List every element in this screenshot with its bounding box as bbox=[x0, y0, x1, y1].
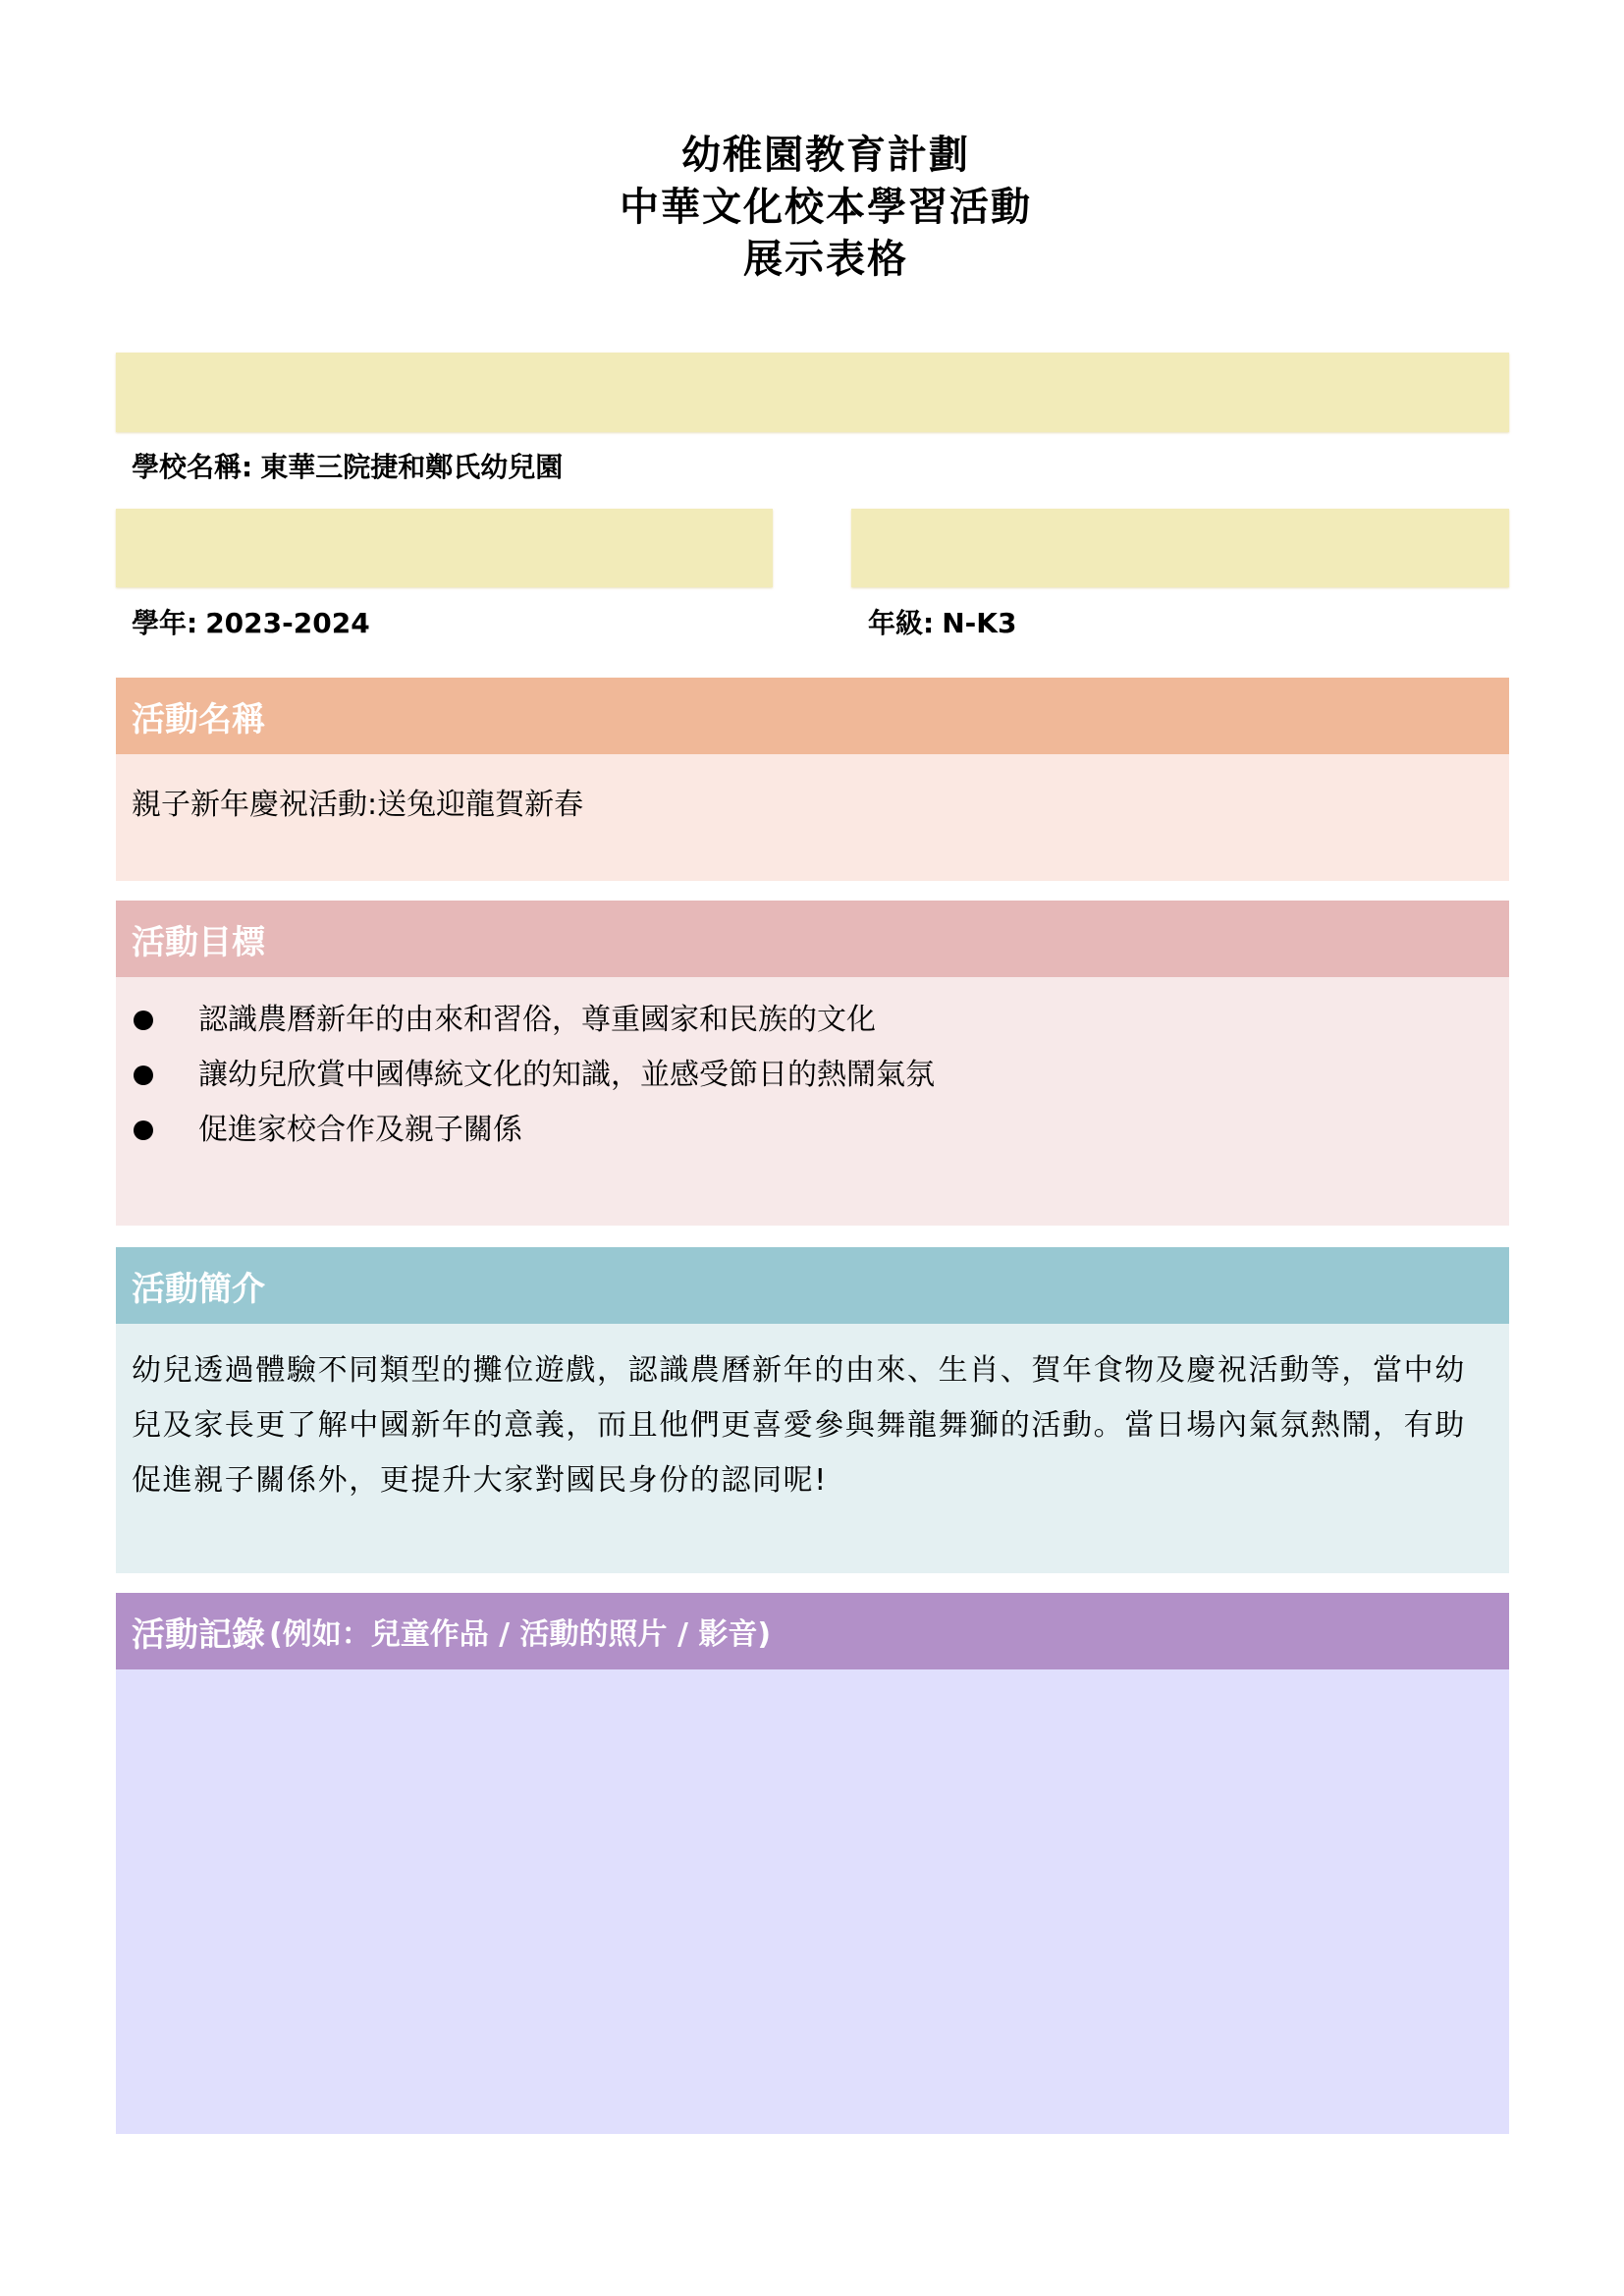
school-name-value: 東華三院捷和鄭氏幼兒園 bbox=[260, 451, 564, 483]
school-year-input-area[interactable] bbox=[116, 509, 773, 587]
objectives-header-label: 活動目標 bbox=[132, 922, 265, 962]
bullet-icon bbox=[134, 1121, 153, 1140]
school-name-label: 學校名稱: bbox=[132, 451, 253, 483]
records-body[interactable] bbox=[116, 1669, 1509, 2134]
bullet-icon bbox=[134, 1066, 153, 1085]
activity-name-header bbox=[116, 678, 1509, 754]
title-line-1: 幼稚園教育計劃 bbox=[681, 133, 970, 178]
school-name-input-area[interactable] bbox=[116, 353, 1509, 432]
introduction-body[interactable] bbox=[116, 1324, 1509, 1573]
objectives-section bbox=[116, 901, 1509, 1226]
objective-text: 促進家校合作及親子關係 bbox=[198, 1113, 522, 1147]
school-year-field bbox=[132, 604, 370, 643]
activity-name-section bbox=[116, 678, 1509, 881]
title-line-3: 展示表格 bbox=[743, 237, 908, 282]
objectives-header bbox=[116, 901, 1509, 977]
objective-item bbox=[116, 1103, 1493, 1158]
activity-name-body[interactable] bbox=[116, 754, 1509, 881]
introduction-section bbox=[116, 1247, 1509, 1573]
introduction-header-label: 活動簡介 bbox=[132, 1269, 265, 1309]
objective-text: 認識農曆新年的由來和習俗，尊重國家和民族的文化 bbox=[198, 1003, 876, 1037]
school-year-value: 2023-2024 bbox=[205, 607, 370, 639]
grade-field bbox=[868, 604, 1016, 643]
records-header-note: (例如：兒童作品 / 活動的照片 / 影音) bbox=[269, 1617, 772, 1652]
objective-item bbox=[116, 1048, 1493, 1103]
grade-value: N-K3 bbox=[942, 607, 1017, 639]
school-year-label: 學年: bbox=[132, 607, 198, 639]
records-header-label: 活動記錄 bbox=[132, 1614, 265, 1655]
school-name-field bbox=[132, 448, 563, 487]
introduction-header bbox=[116, 1247, 1509, 1324]
objectives-body[interactable] bbox=[116, 977, 1509, 1226]
introduction-text: 幼兒透過體驗不同類型的攤位遊戲，認識農曆新年的由來、生肖、賀年食物及慶祝活動等，當中幼兒及家長更了解中國新年的意義，而且他們更喜愛參與舞龍舞獅的活動。當日場內氣氛熱鬧，有助促進親子關係外，更提升大家對國民身份的認同呢! bbox=[132, 1353, 1466, 1498]
activity-name-header-label: 活動名稱 bbox=[132, 699, 265, 739]
grade-label: 年級: bbox=[868, 607, 935, 639]
grade-input-area[interactable] bbox=[851, 509, 1509, 587]
title-line-2: 中華文化校本學習活動 bbox=[620, 185, 1032, 230]
document-title bbox=[0, 130, 1624, 286]
activity-name-text: 親子新年慶祝活動:送兔迎龍賀新春 bbox=[132, 788, 584, 822]
objective-text: 讓幼兒欣賞中國傳統文化的知識，並感受節日的熱鬧氣氛 bbox=[198, 1058, 935, 1092]
objective-item bbox=[116, 993, 1493, 1048]
bullet-icon bbox=[134, 1011, 153, 1030]
records-section bbox=[116, 1593, 1509, 2134]
records-header bbox=[116, 1593, 1509, 1669]
